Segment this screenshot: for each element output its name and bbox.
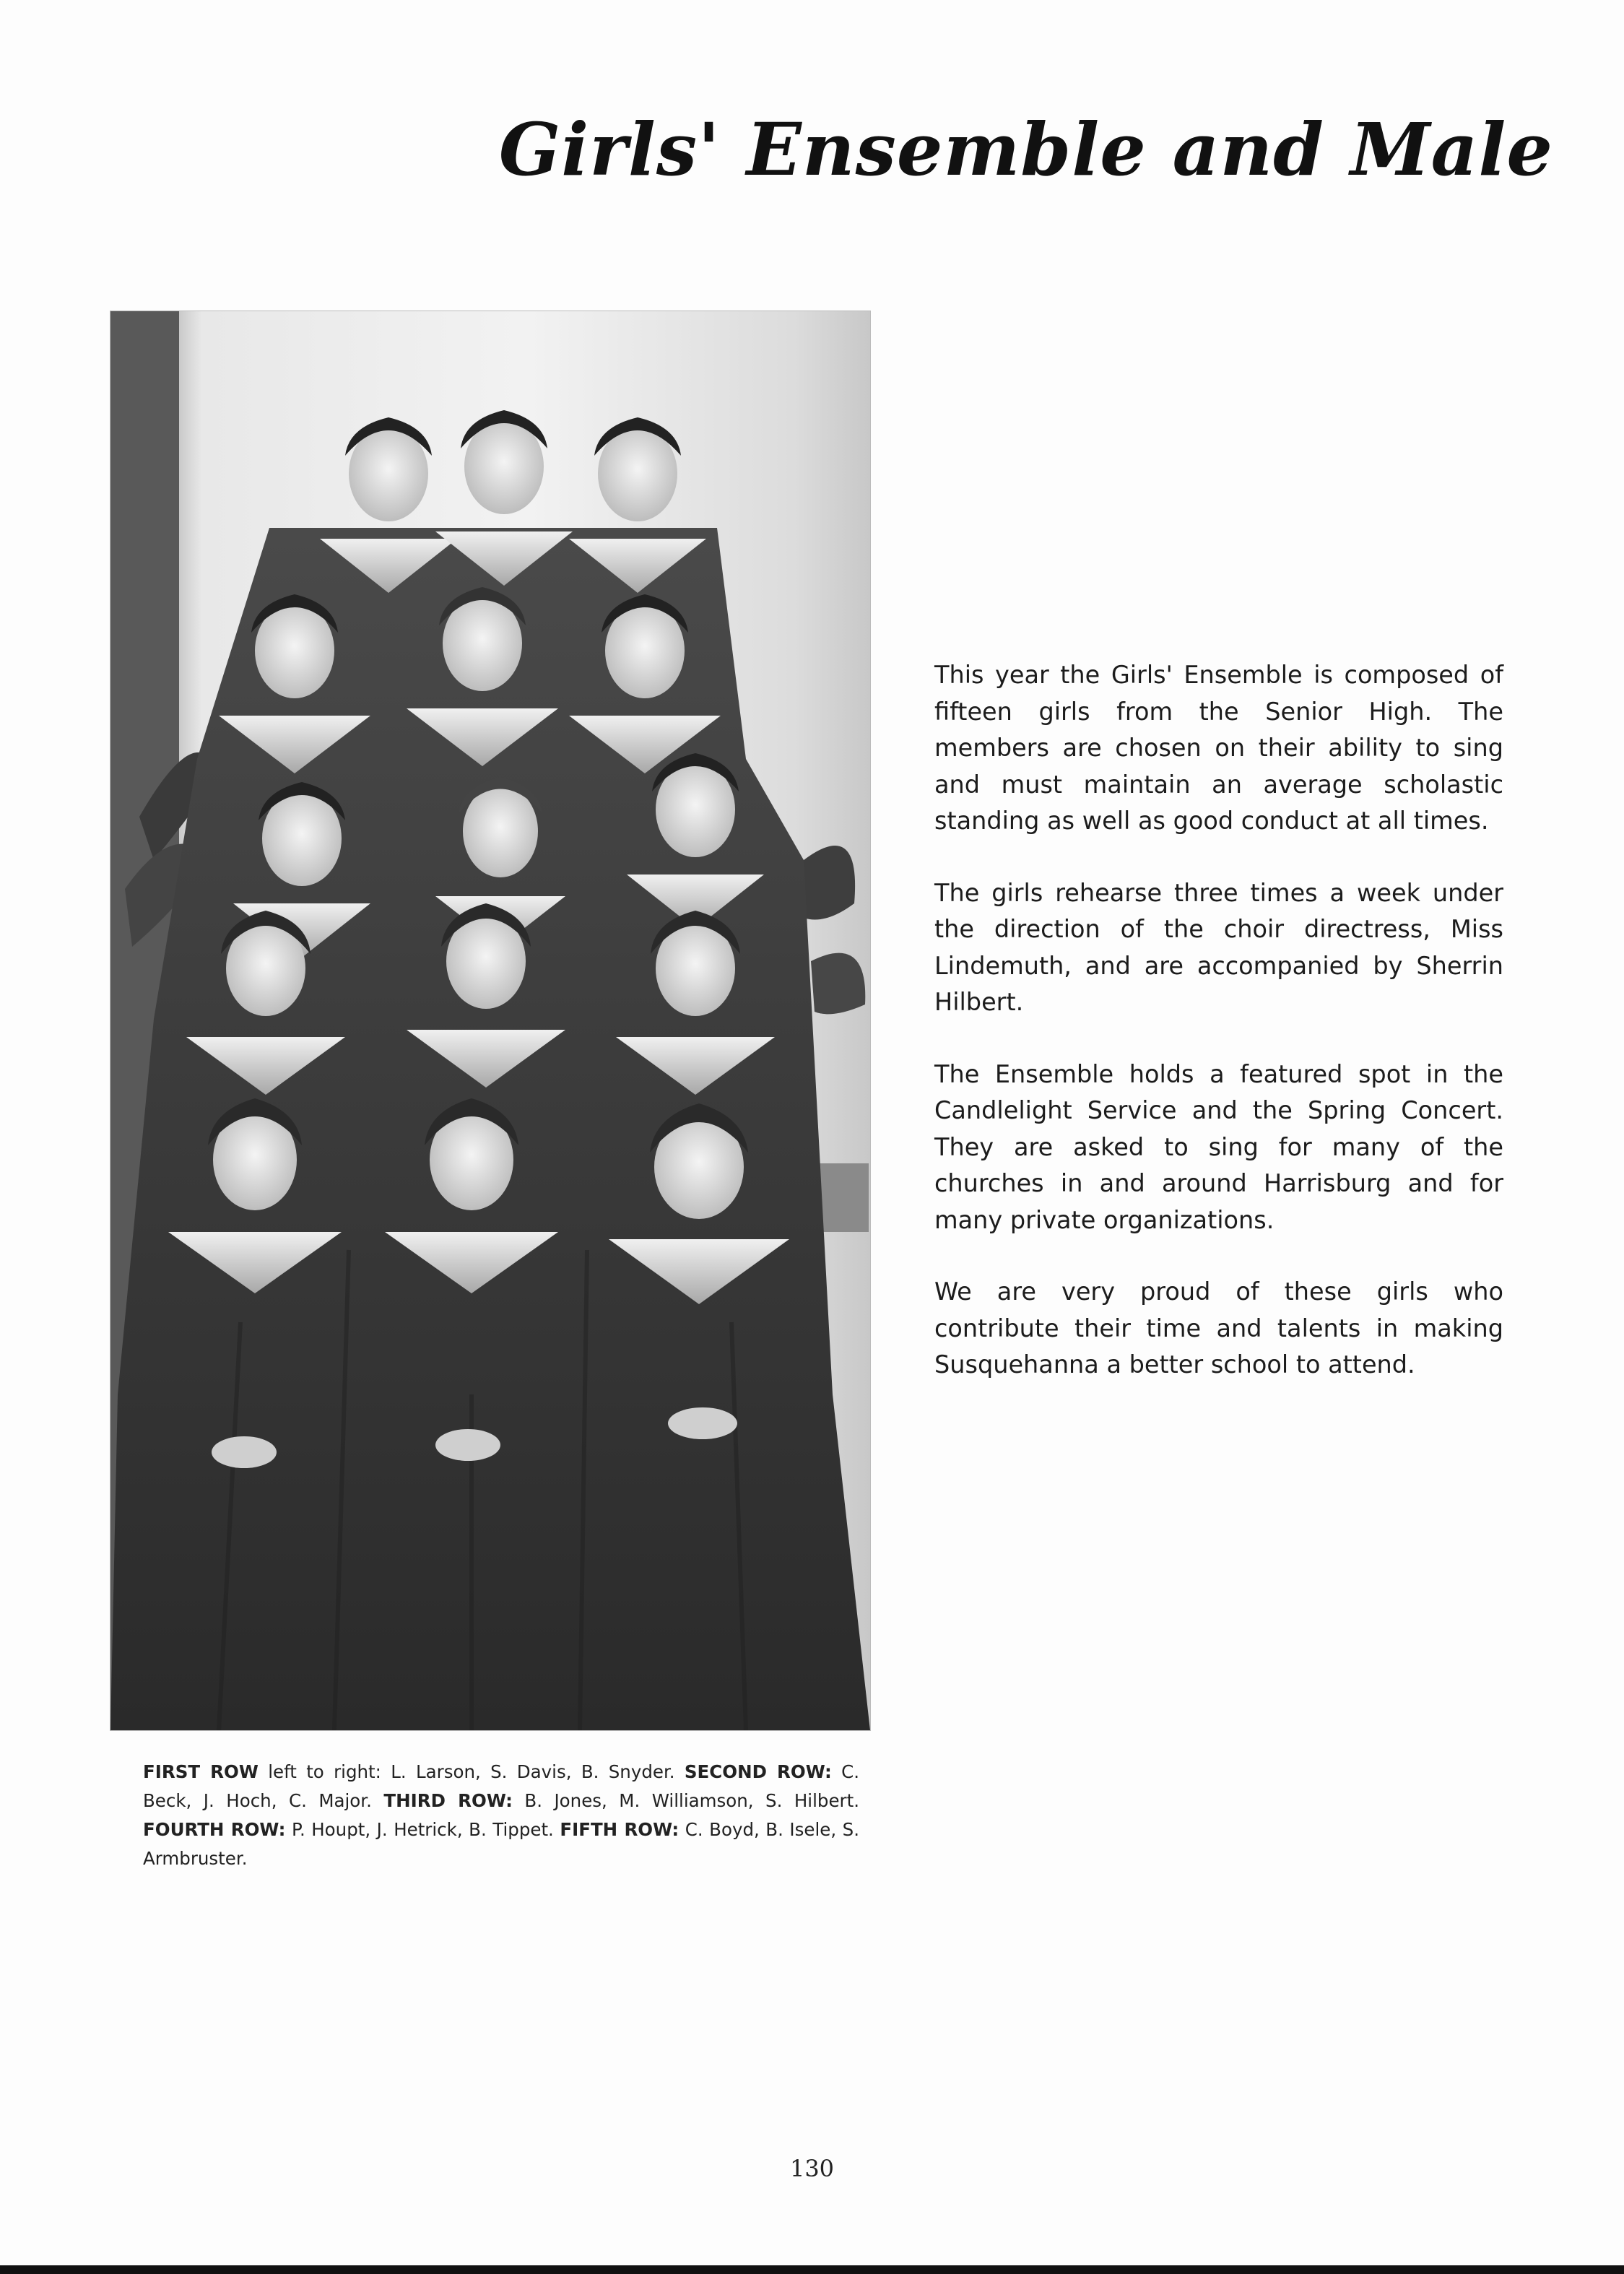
bottom-rule xyxy=(0,2265,1624,2274)
paragraph-2: The girls rehearse three times a week under the direction of the choir directress, Miss Lindemuth, and are accompanied by Sherrin Hilbert. xyxy=(934,878,1503,1016)
caption-row-names: B. Jones, M. Williamson, S. Hilbert. xyxy=(524,1790,859,1811)
ensemble-photo xyxy=(110,311,871,1731)
caption-row-names: P. Houpt, J. Hetrick, B. Tippet. xyxy=(292,1819,554,1840)
paragraph-1: This year the Girls' Ensemble is composed of fifteen girls from the Senior High. The members are chosen on their ability to sing and must maintain an average scholastic standing as well as good conduct at all times. xyxy=(934,661,1503,835)
caption-row-label: FIRST ROW xyxy=(143,1761,259,1782)
page-title: Girls' Ensemble and Male xyxy=(498,107,1553,192)
paragraph-4: We are very proud of these girls who contribute their time and talents in making Susquehanna a better school to attend. xyxy=(934,1277,1503,1379)
caption-row-names: C. Beck, J. Hoch, C. Major. xyxy=(143,1761,859,1811)
paragraph-3: The Ensemble holds a featured spot in the Candlelight Service and the Spring Concert. They are asked to sing for many of the churches in and around Harrisburg and for many private organizations. xyxy=(934,1059,1503,1234)
photo-caption xyxy=(143,1758,859,1873)
caption-row-label: THIRD ROW: xyxy=(383,1790,513,1811)
body-text xyxy=(934,657,1503,1419)
caption-row-label: FIFTH ROW: xyxy=(560,1819,679,1840)
caption-row-label: SECOND ROW: xyxy=(684,1761,832,1782)
caption-row-names: C. Boyd, B. Isele, S. Armbruster. xyxy=(143,1819,859,1869)
caption-row-names: left to right: L. Larson, S. Davis, B. Snyder. xyxy=(268,1761,675,1782)
page-number: 130 xyxy=(789,2155,835,2182)
caption-row-label: FOURTH ROW: xyxy=(143,1819,286,1840)
